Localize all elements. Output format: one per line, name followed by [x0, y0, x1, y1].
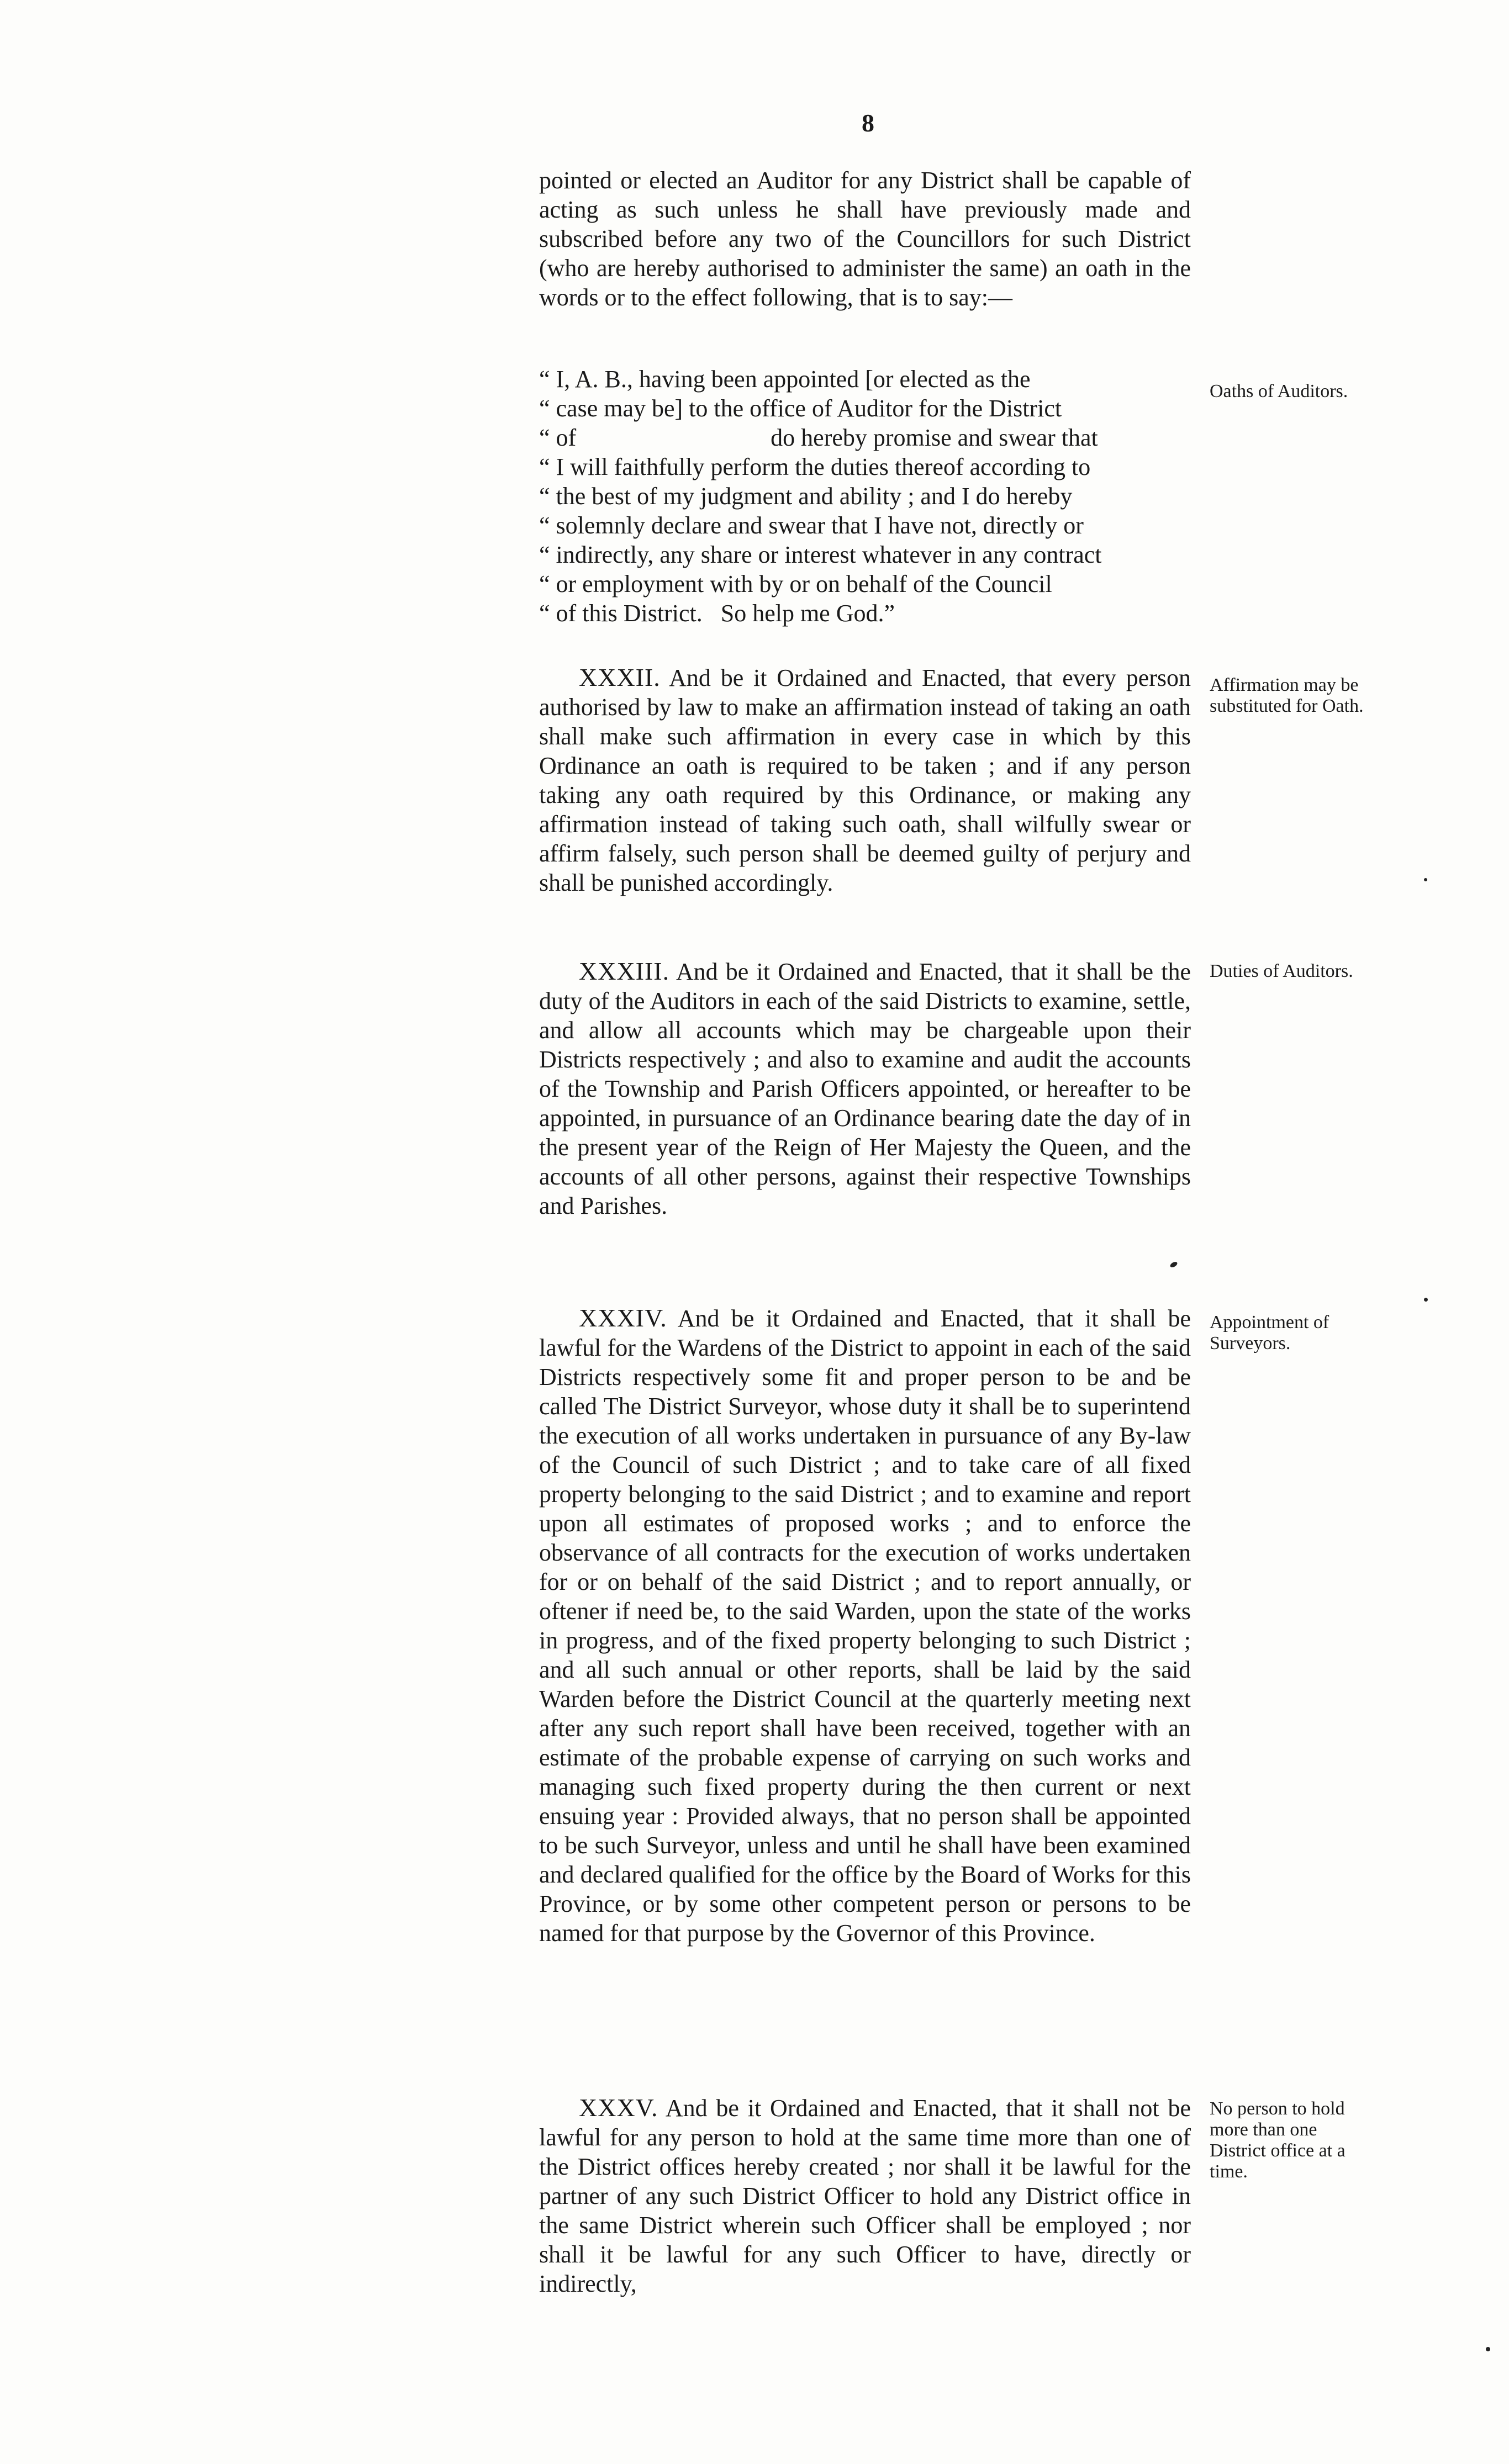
- section-33: [539, 956, 1191, 1220]
- page-number: 8: [862, 109, 874, 137]
- section-33-text: And be it Ordained and Enacted, that it shall be the duty of the Auditors in each of the said Districts to examine, settle, and allow all accounts which may be chargeable upon their Districts respectively ; and also to examine and audit the accounts of the Township and Parish Officers appointed, or hereafter to be appointed, in pursuance of an Ordinance bearing date the day of in the present year of the Reign of Her Majesty the Queen, and the accounts of all other persons, against their respective Townships and Parishes.: [539, 958, 1191, 1219]
- section-34: [539, 1303, 1191, 1948]
- section-35-paragraph: [539, 2093, 1191, 2298]
- oath-text: [539, 364, 1191, 628]
- ink-speck: [1486, 2347, 1490, 2351]
- intro-paragraph: pointed or elected an Auditor for any District shall be capable of acting as such unless he shall have previously made and subscribed before any two of the Councillors for such District (who are hereby authorised to administer the same) an oath in the words or to the effect following, that is to say:—: [539, 167, 1191, 311]
- section-33-paragraph: [539, 956, 1191, 1220]
- ink-speck: [1424, 1298, 1428, 1302]
- oath-line: “ of do hereby promise and swear that: [539, 424, 1098, 451]
- oath-block: [539, 364, 1191, 628]
- ink-speck: [1424, 878, 1427, 881]
- oath-line: “ I, A. B., having been appointed [or elected as the: [539, 366, 1031, 393]
- intro-paragraph-block: [539, 166, 1191, 312]
- margin-note-affirmation: Affirmation may be substituted for Oath.: [1210, 675, 1364, 716]
- section-34-paragraph: [539, 1303, 1191, 1948]
- oath-line: “ or employment with by or on behalf of the Council: [539, 570, 1052, 598]
- oath-line: “ of this District. So help me God.”: [539, 600, 895, 627]
- section-33-number: XXXIII.: [579, 957, 670, 985]
- section-34-text: And be it Ordained and Enacted, that it shall be lawful for the Wardens of the District to appoint in each of the said Districts respectively some fit and proper person to be and be called The District Surveyor, whose duty it shall be to superintend the execution of all works undertaken in pursuance of any By-law of the Council of such District ; and to take care of all fixed property belonging to the said District ; and to examine and report upon all estimates of proposed works ; and to enforce the observance of all contracts for the execution of works undertaken for or on behalf of the said District ; and to report annually, or oftener if need be, to the said Warden, upon the state of the works in progress, and of the fixed property belonging to such District ; and all such annual or other reports, shall be laid by the said Warden before the District Council at the quarterly meeting next after any such report shall have been received, together with an estimate of the probable expense of carrying on such works and managing such fixed property during the then current or next ensuing year : Provided always, that no person shall be appointed to be such Surveyor, unless and until he shall have been examined and declared qualified for the office by the Board of Works for this Province, or by some other competent person or persons to be named for that purpose by the Governor of this Province.: [539, 1305, 1191, 1947]
- margin-note-duties: Duties of Auditors.: [1210, 961, 1353, 981]
- section-32-text: And be it Ordained and Enacted, that every person authorised by law to make an affirmation instead of taking an oath shall make such affirmation in every case in which by this Ordinance an oath is required to be taken ; and if any person taking any oath required by this Ordinance, or making any affirmation instead of taking such oath, shall wilfully swear or affirm falsely, such person shall be deemed guilty of perjury and shall be punished accordingly.: [539, 664, 1191, 896]
- section-35-text: And be it Ordained and Enacted, that it shall not be lawful for any person to hold at the same time more than one of the District offices hereby created ; nor shall it be lawful for the partner of any such District Officer to hold any District office in the same District wherein such Officer shall be employed ; nor shall it be lawful for any such Officer to have, directly or indirectly,: [539, 2095, 1191, 2297]
- section-32-paragraph: [539, 663, 1191, 897]
- oath-line: “ solemnly declare and swear that I have not, directly or: [539, 512, 1084, 539]
- section-34-number: XXXIV.: [579, 1304, 667, 1332]
- oath-line: “ case may be] to the office of Auditor for the District: [539, 395, 1062, 422]
- section-32: [539, 663, 1191, 897]
- oath-line: “ the best of my judgment and ability ; and I do hereby: [539, 483, 1073, 510]
- oath-line: “ indirectly, any share or interest whatever in any contract: [539, 541, 1102, 568]
- margin-note-oaths: Oaths of Auditors.: [1210, 381, 1348, 401]
- ink-speck: [1169, 1261, 1178, 1268]
- section-35-number: XXXV.: [579, 2093, 658, 2122]
- oath-line: “ I will faithfully perform the duties thereof according to: [539, 453, 1091, 480]
- margin-note-appointment: Appointment of Surveyors.: [1210, 1312, 1329, 1353]
- section-32-number: XXXII.: [579, 663, 661, 691]
- margin-note-no-person: No person to hold more than one District office at a time.: [1210, 2098, 1346, 2182]
- section-35: [539, 2093, 1191, 2298]
